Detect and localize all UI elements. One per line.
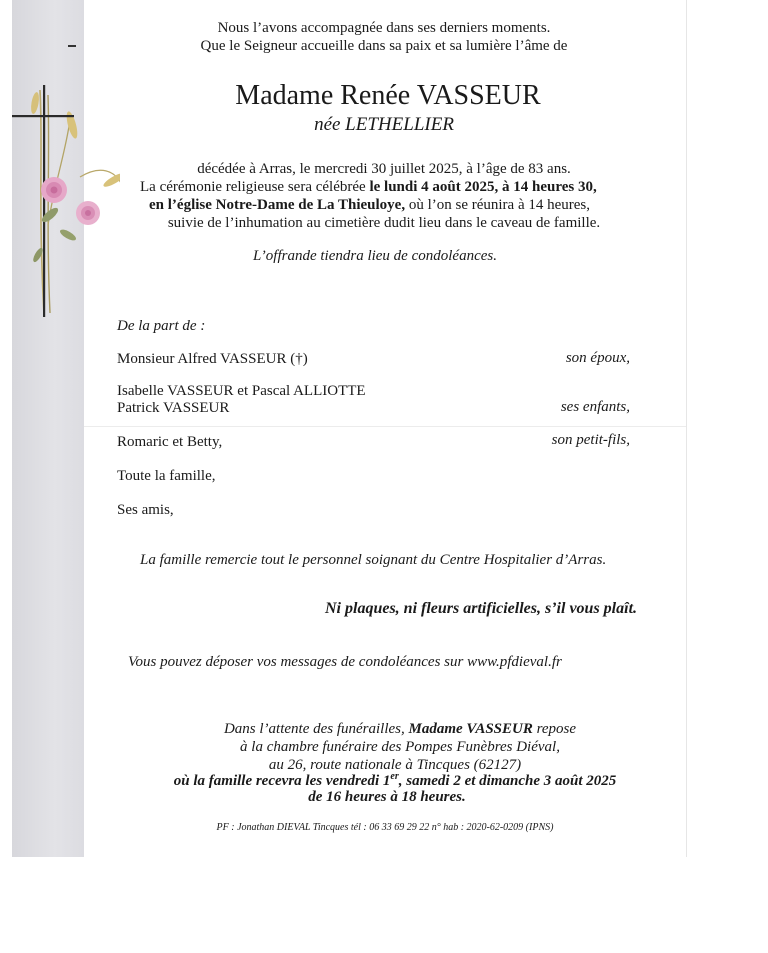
church-name: en l’église Notre-Dame de La Thieuloye, — [149, 197, 406, 213]
ceremony-date: le lundi 4 août 2025, à 14 heures 30, — [369, 179, 597, 195]
family-entry-3: Romaric et Betty, — [117, 434, 223, 450]
fold-line — [84, 426, 686, 427]
repose-line-3: au 26, route nationale à Tincques (62127) — [268, 757, 522, 773]
family-entry-1: Monsieur Alfred VASSEUR (†) — [117, 351, 308, 367]
scan-speck — [68, 45, 76, 47]
burial-line: suivie de l’inhumation au cimetière dudit lieu dans le caveau de famille. — [167, 215, 601, 231]
repose-line-2: à la chambre funéraire des Pompes Funèbres Diéval, — [240, 739, 560, 755]
death-line: décédée à Arras, le mercredi 30 juillet 2025, à l’âge de 83 ans. — [197, 161, 571, 177]
ceremony-text: La cérémonie religieuse sera célébrée — [140, 179, 370, 195]
repose-line-4 — [0, 771, 768, 790]
repose-verb: repose — [532, 721, 577, 737]
offering-line: L’offrande tiendra lieu de condoléances. — [253, 248, 497, 264]
intro-line-2: Que le Seigneur accueille dans sa paix et sa lumière l’âme de — [200, 38, 568, 54]
meeting-time: où l’on se réunira à 14 heures, — [405, 197, 591, 213]
repose-line-5: de 16 heures à 18 heures. — [308, 789, 466, 805]
superscript-er: er — [390, 771, 399, 782]
family-entry-5: Ses amis, — [117, 502, 174, 518]
visiting-days-b: , samedi 2 et dimanche 3 août 2025 — [398, 773, 617, 789]
thanks-line: La famille remercie tout le personnel soignant du Centre Hospitalier d’Arras. — [140, 552, 607, 568]
repose-line-1 — [0, 721, 768, 738]
repose-text: Dans l’attente des funérailles, — [223, 721, 409, 737]
family-entry-2a: Isabelle VASSEUR et Pascal ALLIOTTE — [117, 383, 366, 399]
relation-spouse: son époux, — [565, 350, 630, 366]
maiden-name: née LETHELLIER — [314, 114, 454, 135]
intro-line-1: Nous l’avons accompagnée dans ses derniers moments. — [217, 20, 551, 36]
family-header: De la part de : — [117, 318, 206, 334]
visiting-days-a: où la famille recevra les vendredi 1 — [173, 773, 391, 789]
footer-info: PF : Jonathan DIEVAL Tincques tél : 06 33 69 29 22 n° hab : 2020-62-0209 (IPNS) — [216, 822, 554, 833]
family-entry-2b: Patrick VASSEUR — [117, 400, 230, 416]
ceremony-line-3 — [149, 197, 590, 214]
family-entry-4: Toute la famille, — [117, 468, 216, 484]
ceremony-line-2 — [140, 179, 597, 196]
deceased-name: Madame Renée VASSEUR — [235, 80, 541, 111]
relation-grandson: son petit-fils, — [551, 432, 630, 448]
relation-children: ses enfants, — [560, 399, 630, 415]
online-condolences: Vous pouvez déposer vos messages de condoléances sur www.pfdieval.fr — [128, 654, 562, 670]
no-flowers-line: Ni plaques, ni fleurs artificielles, s’il vous plaît. — [325, 600, 638, 617]
repose-name: Madame VASSEUR — [408, 721, 533, 737]
